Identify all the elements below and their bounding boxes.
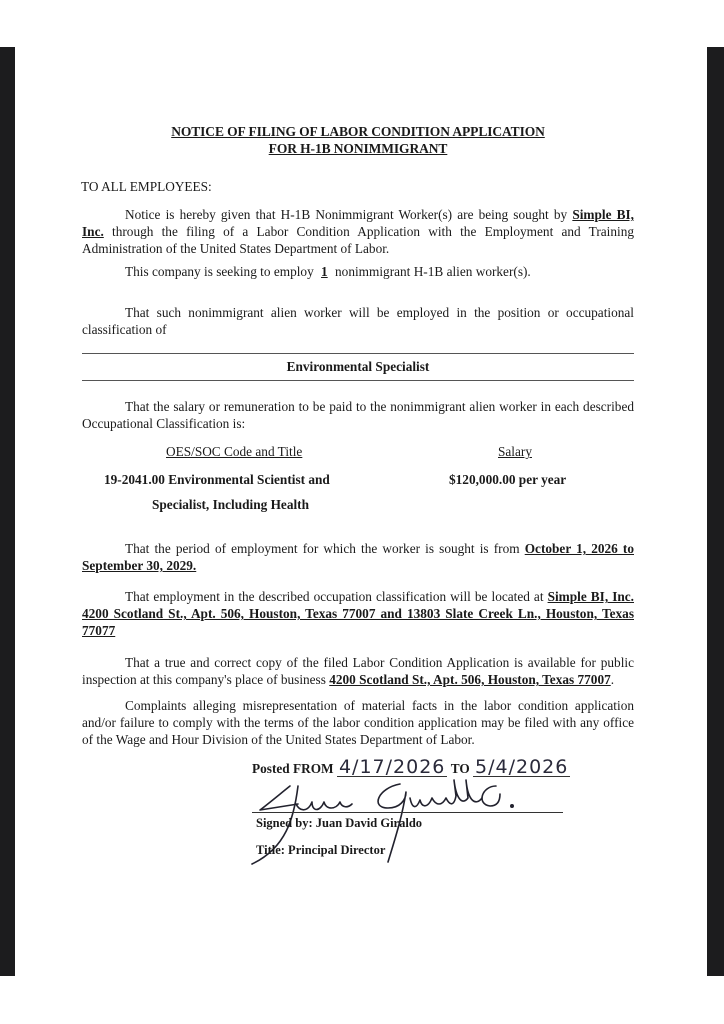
paragraph-inspection bbox=[82, 654, 634, 688]
soc-code-line1: 19-2041.00 Environmental Scientist and bbox=[104, 472, 330, 487]
period-text: That the period of employment for which the worker is sought is from bbox=[125, 541, 525, 556]
soc-code-line2: Specialist, Including Health bbox=[152, 497, 310, 512]
salary-value: $120,000.00 per year bbox=[449, 472, 567, 487]
posted-to-date: 5/4/2026 bbox=[475, 756, 569, 778]
signature-stroke bbox=[296, 802, 352, 810]
left-dark-border bbox=[0, 47, 15, 976]
signer-title: Title: Principal Director bbox=[256, 843, 386, 857]
posted-from-label: Posted FROM bbox=[252, 761, 334, 776]
signature-stroke bbox=[482, 786, 500, 806]
posted-from-date: 4/17/2026 bbox=[338, 756, 446, 778]
location-text: That employment in the described occupation classification will be located at bbox=[125, 589, 548, 604]
notice-text-cont: through the filing of a Labor Condition Application with the Employment and Training Administration of the United States Department of Labor. bbox=[82, 224, 634, 256]
worker-count: 1 bbox=[321, 264, 328, 279]
signature-dot bbox=[511, 805, 513, 807]
inspection-period: . bbox=[610, 672, 615, 687]
position-bottom-rule bbox=[82, 380, 634, 381]
signed-by: Signed by: Juan David Giraldo bbox=[256, 816, 423, 830]
signature-line bbox=[252, 812, 563, 813]
company-name: Simple BI, Inc. bbox=[82, 207, 634, 239]
paragraph-location bbox=[82, 588, 634, 639]
paragraph-worker-count bbox=[82, 263, 634, 280]
signature-text: Juan Giraldo G. bbox=[250, 778, 257, 779]
paragraph-salary-intro: That the salary or remuneration to be paid to the nonimmigrant alien worker in each described Occupational Classification is: bbox=[82, 399, 634, 431]
inspection-text: That a true and correct copy of the filed Labor Condition Application is available for public inspection at this company's place of business bbox=[82, 655, 634, 687]
paragraph-complaints: Complaints alleging misrepresentation of material facts in the labor condition application and/or failure to comply with the terms of the labor condition application may be filed with any office of the Wage and Hour Division of the United States Department of Labor. bbox=[82, 698, 634, 747]
salutation: TO ALL EMPLOYEES: bbox=[81, 179, 212, 194]
position-top-rule bbox=[82, 353, 634, 354]
employment-location: Simple BI, Inc. 4200 Scotland St., Apt. 506, Houston, Texas 77007 and 13803 Slate Creek Ln., Houston, Texas 77077 bbox=[82, 589, 634, 638]
soc-column-header: OES/SOC Code and Title bbox=[166, 444, 303, 459]
count-text: This company is seeking to employ bbox=[125, 264, 318, 279]
signature-stroke bbox=[260, 786, 298, 810]
paragraph-period bbox=[82, 540, 634, 574]
salary-column-header: Salary bbox=[498, 444, 532, 459]
position-title: Environmental Specialist bbox=[286, 359, 430, 374]
notice-text: Notice is hereby given that H-1B Nonimmigrant Worker(s) are being sought by bbox=[125, 207, 573, 222]
posted-to-label: TO bbox=[450, 761, 470, 776]
document-title-line2: FOR H-1B NONIMMIGRANT bbox=[268, 141, 448, 156]
right-dark-border bbox=[707, 47, 724, 976]
document-title-line1: NOTICE OF FILING OF LABOR CONDITION APPLICATION bbox=[171, 124, 545, 139]
business-address: 4200 Scotland St., Apt. 506, Houston, Texas 77007 bbox=[329, 672, 611, 687]
paragraph-notice bbox=[82, 206, 634, 257]
signature-stroke bbox=[410, 780, 482, 807]
employment-period: October 1, 2026 to September 30, 2029. bbox=[82, 541, 634, 573]
count-text-cont: nonimmigrant H-1B alien worker(s). bbox=[331, 264, 531, 279]
paragraph-position-intro: That such nonimmigrant alien worker will be employed in the position or occupational classification of bbox=[82, 305, 634, 337]
posted-dates bbox=[252, 758, 570, 777]
